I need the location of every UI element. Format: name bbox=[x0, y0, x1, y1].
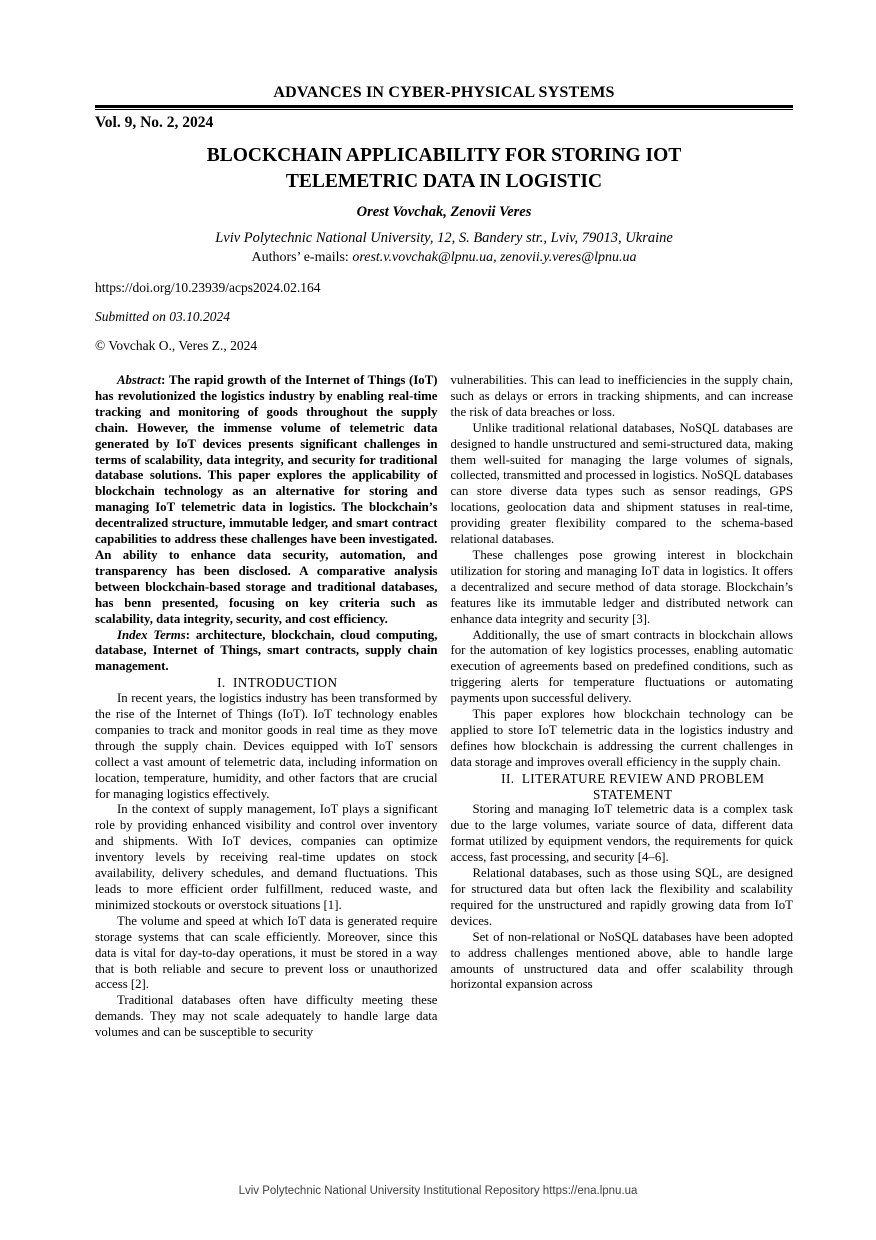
body-paragraph: vulnerabilities. This can lead to inefficiencies in the supply chain, such as delays or errors in tracking shipments, and can increase the risk of data breaches or loss. bbox=[450, 373, 793, 419]
section-heading-line2: STATEMENT bbox=[593, 786, 673, 802]
abstract-text: : The rapid growth of the Internet of Things (IoT) has revolutionized the logistics industry by enabling real-time tracking and monitoring of goods throughout the supply chain. However, the immense volume of telemetric data generated by IoT devices presents significant challenges in terms of scalability, data integrity, and security for traditional database solutions. This paper explores the applicability of blockchain technology as an alternative for storing and managing IoT telemetric data in logistics. The blockchain’s decentralized structure, immutable ledger, and smart contract capabilities to address these challenges have been investigated. An ability to enhance data security, automation, and transparency has been disclosed. A comparative analysis between blockchain-based storage and traditional databases, has benn presented, focusing on key criteria such as scalability, data integrity, security, and cost efficiency. bbox=[95, 373, 438, 626]
body-paragraph: Relational databases, such as those using SQL, are designed for structured data but often lack the flexibility and scalability required for the unstructured and rapidly growing data from IoT devices. bbox=[450, 866, 793, 928]
authors: Orest Vovchak, Zenovii Veres bbox=[356, 204, 532, 220]
section-heading-line1: II. LITERATURE REVIEW AND PROBLEM bbox=[501, 770, 765, 786]
body-paragraph: Set of non-relational or NoSQL databases have been adopted to address challenges mentioned above, able to handle large amounts of unstructured data and offer scalability through horizontal expansion across bbox=[450, 929, 793, 992]
abstract bbox=[95, 373, 438, 628]
doi-link: https://doi.org/10.23939/acps2024.02.164 bbox=[95, 280, 321, 295]
body-paragraph: Storing and managing IoT telemetric data is a complex task due to the large volumes, variate source of data, different data format utilized by equipment vendors, the requirements for quick access, fast processing, and security [4–6]. bbox=[450, 802, 793, 865]
article-title-line1: BLOCKCHAIN APPLICABILITY FOR STORING IOT bbox=[206, 145, 682, 166]
header-rule-thin bbox=[95, 109, 793, 110]
article-title-line2: TELEMETRIC DATA IN LOGISTIC bbox=[285, 171, 603, 192]
body-paragraph: This paper explores how blockchain technology can be applied to store IoT telemetric data in the logistics industry and defines how blockchain is addressing the current challenges in data storage and improves overall efficiency in the supply chain. bbox=[450, 707, 793, 769]
body-paragraph: The volume and speed at which IoT data is generated require storage systems that can scale efficiently. Moreover, since this data is vital for day-to-day operations, it must be stored in a way that is both reliable and secure to prevent loss or unauthorized access [2]. bbox=[95, 913, 438, 992]
submitted-date: Submitted on 03.10.2024 bbox=[95, 309, 230, 324]
affiliation: Lviv Polytechnic National University, 12, S. Bandery str., Lviv, 79013, Ukraine bbox=[215, 230, 673, 246]
body-paragraph: Traditional databases often have difficulty meeting these demands. They may not scale adequately to handle large data volumes and can be susceptible to security bbox=[95, 993, 438, 1040]
body-paragraph: In recent years, the logistics industry has been transformed by the rise of the Internet of Things (IoT). IoT technology enables companies to track and monitor goods in real time as they move through the supply chain. Devices equipped with IoT sensors collect a vast amount of telemetric data, including information on location, temperature, humidity, and other factors that are crucial for managing logistics effectively. bbox=[95, 691, 438, 801]
body-paragraph: These challenges pose growing interest in blockchain utilization for storing and managing IoT data in logistics. It offers a decentralized and secure method of data storage. Blockchain’s features like its immutable ledger and distributed network can enhance data integrity and security [3]. bbox=[450, 547, 793, 626]
index-terms bbox=[95, 628, 438, 676]
section-heading-literature-review bbox=[451, 771, 794, 803]
abstract-label: Abstract bbox=[117, 373, 162, 387]
copyright-line: © Vovchak O., Veres Z., 2024 bbox=[95, 338, 258, 353]
emails-label: Authors’ e-mails: bbox=[251, 250, 349, 265]
repository-footer: Lviv Polytechnic National University Institutional Repository https://ena.lpnu.ua bbox=[238, 1185, 638, 1197]
volume-issue: Vol. 9, No. 2, 2024 bbox=[95, 114, 214, 131]
emails-value: orest.v.vovchak@lpnu.ua, zenovii.y.veres@lpnu.ua bbox=[352, 250, 637, 265]
body-paragraph: Unlike traditional relational databases, NoSQL databases are designed to handle unstructured and semi-structured data, making them well-suited for managing the large volumes of signals, collected, transmitted and processed in logistics. NoSQL databases can store diverse data types such as sensor readings, GPS locations, geolocation data and shipment statuses in real-time, providing greater flexibility compared to the schema-based relational databases. bbox=[450, 420, 793, 547]
two-column-body bbox=[95, 373, 793, 1041]
left-column bbox=[95, 373, 438, 1041]
index-terms-text: : architecture, blockchain, cloud computing, database, Internet of Things, smart contracts, supply chain management. bbox=[95, 627, 438, 674]
emails-line bbox=[95, 250, 793, 266]
header-rule bbox=[95, 105, 793, 110]
index-terms-label: Index Terms bbox=[117, 627, 186, 642]
body-paragraph: In the context of supply management, IoT plays a significant role by providing enhanced visibility and control over inventory and shipments. With IoT devices, companies can optimize inventory levels by receiving real-time updates on stock availability, delivery schedules, and demand fluctuations. This leads to more efficient order fulfillment, reduced waste, and minimized stockouts or overstock situations [1]. bbox=[95, 802, 438, 912]
article-title bbox=[95, 143, 793, 195]
body-paragraph: Additionally, the use of smart contracts in blockchain allows for the automation of key logistics processes, enabling automatic execution of agreements based on predefined conditions, such as triggering alerts for temperature fluctuations or automating payments upon successful delivery. bbox=[450, 627, 793, 706]
header-rule-thick bbox=[95, 105, 793, 108]
section-heading-introduction: I. INTRODUCTION bbox=[217, 675, 338, 691]
right-column bbox=[451, 373, 794, 1041]
journal-header: ADVANCES IN CYBER-PHYSICAL SYSTEMS bbox=[273, 84, 615, 101]
